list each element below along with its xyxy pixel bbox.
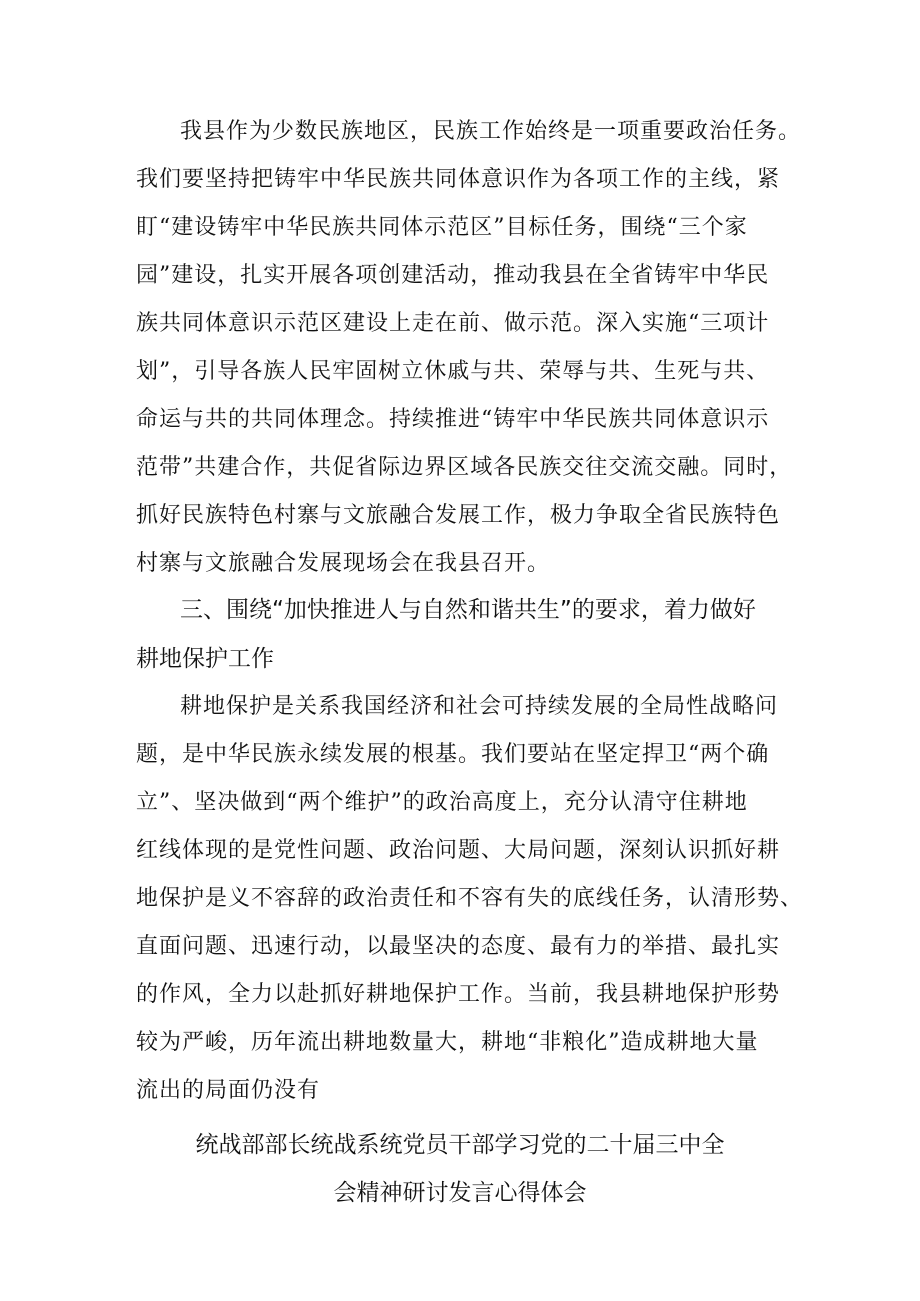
text-line: 流出的局面仍没有 — [136, 1078, 321, 1103]
text-line: 直面问题、迅速行动，以最坚决的态度、最有力的举措、最扎实 — [136, 934, 781, 959]
text-line: 立”、坚决做到“两个维护”的政治高度上，充分认清守住耕地 — [136, 790, 748, 815]
text-line: 的作风，全力以赴抓好耕地保护工作。当前，我县耕地保护形势 — [136, 982, 781, 1007]
text-line: 村寨与文旅融合发展现场会在我县召开。 — [136, 551, 551, 576]
text-line: 题，是中华民族永续发展的根基。我们要站在坚定捍卫“两个确 — [136, 742, 770, 767]
text-line: 园”建设，扎实开展各项创建活动，推动我县在全省铸牢中华民 — [136, 263, 770, 288]
text-line: 命运与共的共同体理念。持续推进“铸牢中华民族共同体意识示 — [136, 407, 770, 432]
title-line: 会精神研讨发言心得体会 — [333, 1180, 587, 1206]
section-heading-line: 耕地保护工作 — [136, 646, 274, 672]
text-line: 抓好民族特色村寨与文旅融合发展工作，极力争取全省民族特色 — [136, 503, 781, 528]
text-line: 较为严峻，历年流出耕地数量大，耕地“非粮化”造成耕地大量 — [136, 1030, 759, 1055]
text-line: 红线体现的是党性问题、政治问题、大局问题，深刻认识抓好耕 — [136, 838, 781, 863]
text-line: 我们要坚持把铸牢中华民族共同体意识作为各项工作的主线，紧 — [136, 167, 781, 192]
text-line: 盯“建设铸牢中华民族共同体示范区”目标任务，围绕“三个家 — [136, 215, 748, 240]
text-line: 划”，引导各族人民牢固树立休戚与共、荣辱与共、生死与共、 — [136, 359, 770, 384]
text-line: 地保护是义不容辞的政治责任和不容有失的底线任务，认清形势、 — [136, 886, 804, 911]
text-line: 耕地保护是关系我国经济和社会可持续发展的全局性战略问 — [180, 694, 779, 719]
section-heading-line: 三、围绕“加快推进人与自然和谐共生”的要求，着力做好 — [180, 597, 756, 623]
text-line: 范带”共建合作，共促省际边界区域各民族交往交流交融。同时， — [136, 455, 793, 480]
title-line: 统战部部长统战系统党员干部学习党的二十届三中全 — [195, 1132, 725, 1158]
text-line: 我县作为少数民族地区，民族工作始终是一项重要政治任务。 — [180, 119, 802, 144]
text-line: 族共同体意识示范区建设上走在前、做示范。深入实施“三项计 — [136, 311, 770, 336]
